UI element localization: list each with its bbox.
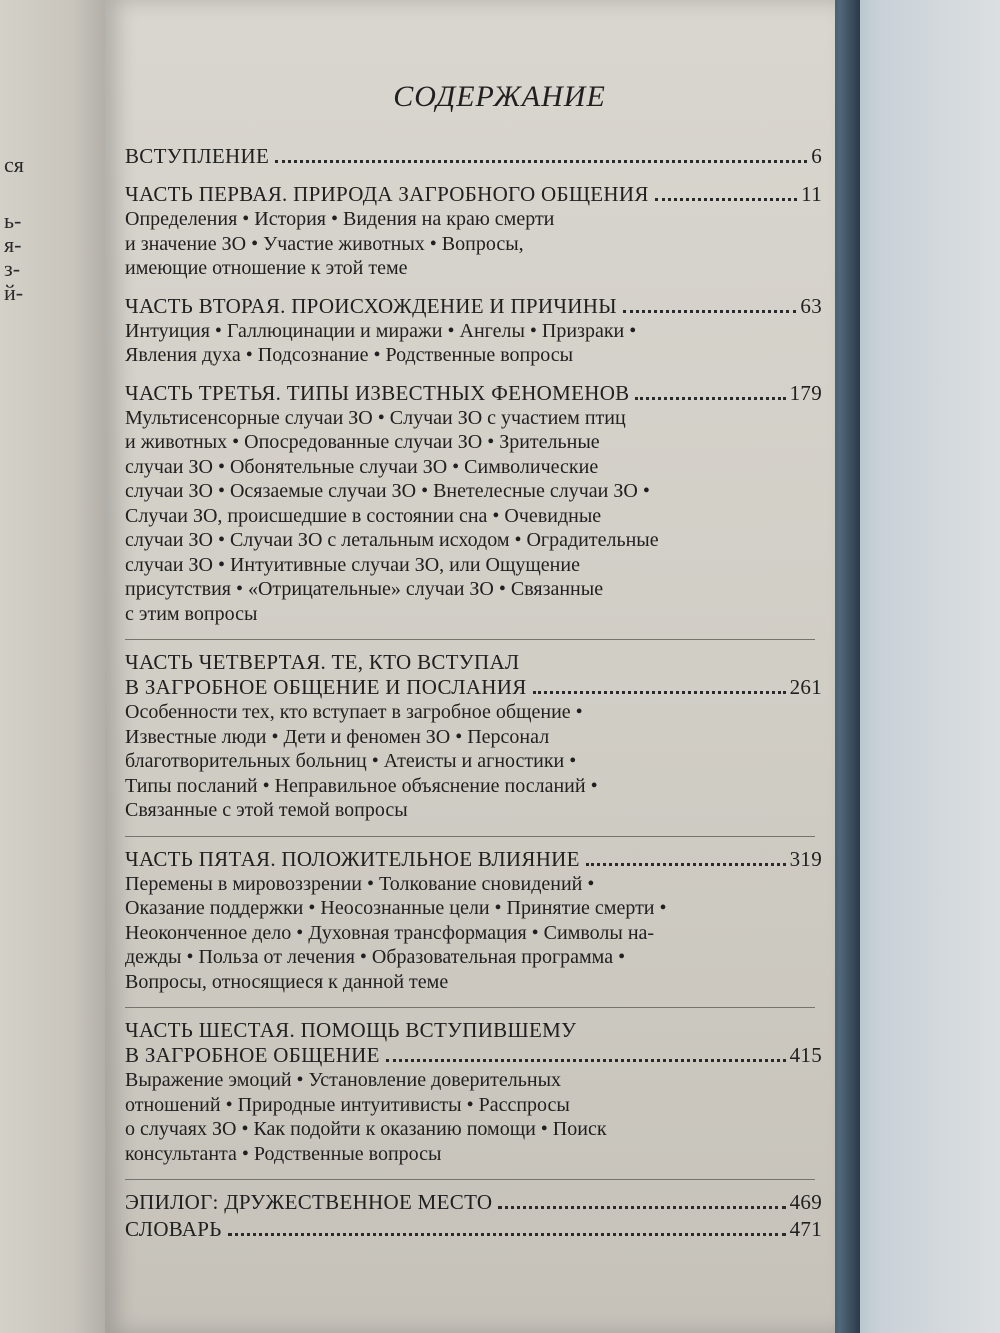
leader-dots xyxy=(275,160,807,163)
toc-description-line: случаи ЗО • Осязаемые случаи ЗО • Внетелесные случаи ЗО • xyxy=(125,480,650,502)
page-number: 319 xyxy=(789,846,822,871)
toc-entry xyxy=(125,144,822,169)
toc-entry xyxy=(125,182,822,281)
page-number: 6 xyxy=(811,144,822,168)
toc-description-line: консультанта • Родственные вопросы xyxy=(125,1142,442,1165)
toc-heading-line xyxy=(125,1018,822,1043)
toc-heading-line xyxy=(125,1043,822,1068)
toc-description-line: отношений • Природные интуитивисты • Расспросы xyxy=(125,1093,570,1116)
page-number: 63 xyxy=(800,293,822,318)
toc-heading-line xyxy=(125,650,822,675)
leader-dots xyxy=(498,1206,785,1209)
toc-heading-line xyxy=(125,847,822,872)
toc-description-line: присутствия • «Отрицательные» случаи ЗО • Связанные xyxy=(125,578,604,600)
toc-description-line: имеющие отношение к этой теме xyxy=(125,257,408,279)
toc-entry xyxy=(125,381,822,627)
page-number: 11 xyxy=(801,182,822,206)
toc-heading: В ЗАГРОБНОЕ ОБЩЕНИЕ xyxy=(125,1043,380,1067)
section-divider xyxy=(125,639,815,640)
toc-description-line: благотворительных больниц • Атеисты и агностики • xyxy=(125,750,577,772)
toc-heading: ЧАСТЬ ВТОРАЯ. ПРОИСХОЖДЕНИЕ И ПРИЧИНЫ xyxy=(125,293,617,318)
left-page-fragment: я- xyxy=(4,232,22,257)
toc-description-line: Типы посланий • Неправильное объяснение посланий • xyxy=(125,774,598,797)
page-number: 471 xyxy=(789,1217,822,1241)
page-number: 415 xyxy=(789,1043,822,1067)
toc-heading: ЭПИЛОГ: ДРУЖЕСТВЕННОЕ МЕСТО xyxy=(125,1190,493,1214)
toc-description-line: Случаи ЗО, происшедшие в состоянии сна • Очевидные xyxy=(125,504,602,527)
toc-entry xyxy=(125,1217,822,1242)
toc-description-line: Интуиция • Галлюцинации и миражи • Ангелы • Призраки • xyxy=(125,319,637,342)
toc-description-line: Оказание поддержки • Неосознанные цели • Принятие смерти • xyxy=(125,897,667,919)
toc-description-line: Известные люди • Дети и феномен ЗО • Персонал xyxy=(125,725,550,748)
left-page-fragment: й- xyxy=(4,280,24,305)
page-title: СОДЕРЖАНИЕ xyxy=(393,80,606,113)
toc-entry xyxy=(125,847,822,995)
page-number: 261 xyxy=(789,675,822,699)
toc-description-line: Выражение эмоций • Установление доверительных xyxy=(125,1069,562,1091)
toc-entry xyxy=(125,294,822,368)
toc-description-line: случаи ЗО • Интуитивные случаи ЗО, или Ощущение xyxy=(125,553,580,576)
toc-heading-line xyxy=(125,294,822,319)
toc-description-line: Связанные с этой темой вопросы xyxy=(125,799,408,821)
toc-description-line: с этим вопросы xyxy=(125,602,258,625)
toc-heading: ЧАСТЬ ПЕРВАЯ. ПРИРОДА ЗАГРОБНОГО ОБЩЕНИЯ xyxy=(125,182,649,206)
toc-heading-line xyxy=(125,1190,822,1215)
toc-heading-line xyxy=(125,381,822,406)
leader-dots xyxy=(623,310,797,313)
toc-heading-line xyxy=(125,182,822,207)
page-number: 179 xyxy=(789,380,822,405)
adjacent-left-page xyxy=(0,0,120,1333)
toc-heading: ВСТУПЛЕНИЕ xyxy=(125,144,270,168)
book-page xyxy=(105,0,835,1333)
toc-entry xyxy=(125,1190,822,1215)
left-page-fragment: ся xyxy=(4,152,24,177)
toc-description-line: о случаях ЗО • Как подойти к оказанию помощи • Поиск xyxy=(125,1118,607,1140)
toc-heading-line xyxy=(125,675,822,700)
section-divider xyxy=(125,1179,815,1180)
toc-description-line: Вопросы, относящиеся к данной теме xyxy=(125,970,449,993)
toc-heading: ЧАСТЬ ТРЕТЬЯ. ТИПЫ ИЗВЕСТНЫХ ФЕНОМЕНОВ xyxy=(125,380,630,405)
toc-entry xyxy=(125,650,822,823)
toc-description-line: Явления духа • Подсознание • Родственные вопросы xyxy=(125,344,574,366)
section-divider xyxy=(125,836,815,837)
leader-dots xyxy=(228,1233,786,1236)
left-page-fragment: з- xyxy=(4,256,21,281)
toc-description-line: случаи ЗО • Обонятельные случаи ЗО • Символические xyxy=(125,455,599,478)
left-page-fragment: ь- xyxy=(4,208,22,233)
section-divider xyxy=(125,1007,815,1008)
toc-heading: ЧАСТЬ ПЯТАЯ. ПОЛОЖИТЕЛЬНОЕ ВЛИЯНИЕ xyxy=(125,846,580,871)
toc-entry xyxy=(125,1018,822,1166)
leader-dots xyxy=(386,1059,786,1062)
toc-description-line: дежды • Польза от лечения • Образовательная программа • xyxy=(125,946,626,968)
table-of-contents xyxy=(117,80,822,1255)
toc-heading: В ЗАГРОБНОЕ ОБЩЕНИЕ И ПОСЛАНИЯ xyxy=(125,675,527,699)
leader-dots xyxy=(586,863,786,866)
toc-description-line: и животных • Опосредованные случаи ЗО • Зрительные xyxy=(125,431,600,453)
toc-description-line: и значение ЗО • Участие животных • Вопросы, xyxy=(125,232,524,255)
toc-description-line: Особенности тех, кто вступает в загробное общение • xyxy=(125,701,583,723)
leader-dots xyxy=(635,397,785,400)
toc-heading-line xyxy=(125,144,822,169)
page-number: 469 xyxy=(789,1190,822,1214)
toc-heading: ЧАСТЬ ЧЕТВЕРТАЯ. ТЕ, КТО ВСТУПАЛ xyxy=(125,650,520,674)
leader-dots xyxy=(655,198,798,201)
toc-description-line: Неоконченное дело • Духовная трансформация • Символы на- xyxy=(125,921,655,944)
toc-description-line: Мультисенсорные случаи ЗО • Случаи ЗО с участием птиц xyxy=(125,406,626,429)
leader-dots xyxy=(533,691,786,694)
toc-heading: ЧАСТЬ ШЕСТАЯ. ПОМОЩЬ ВСТУПИВШЕМУ xyxy=(125,1018,577,1042)
toc-description-line: Перемены в мировоззрении • Толкование сновидений • xyxy=(125,872,595,895)
toc-description-line: случаи ЗО • Случаи ЗО с летальным исходом • Оградительные xyxy=(125,529,659,551)
toc-description-line: Определения • История • Видения на краю смерти xyxy=(125,208,555,230)
toc-heading-line xyxy=(125,1217,822,1242)
toc-heading: СЛОВАРЬ xyxy=(125,1217,222,1241)
